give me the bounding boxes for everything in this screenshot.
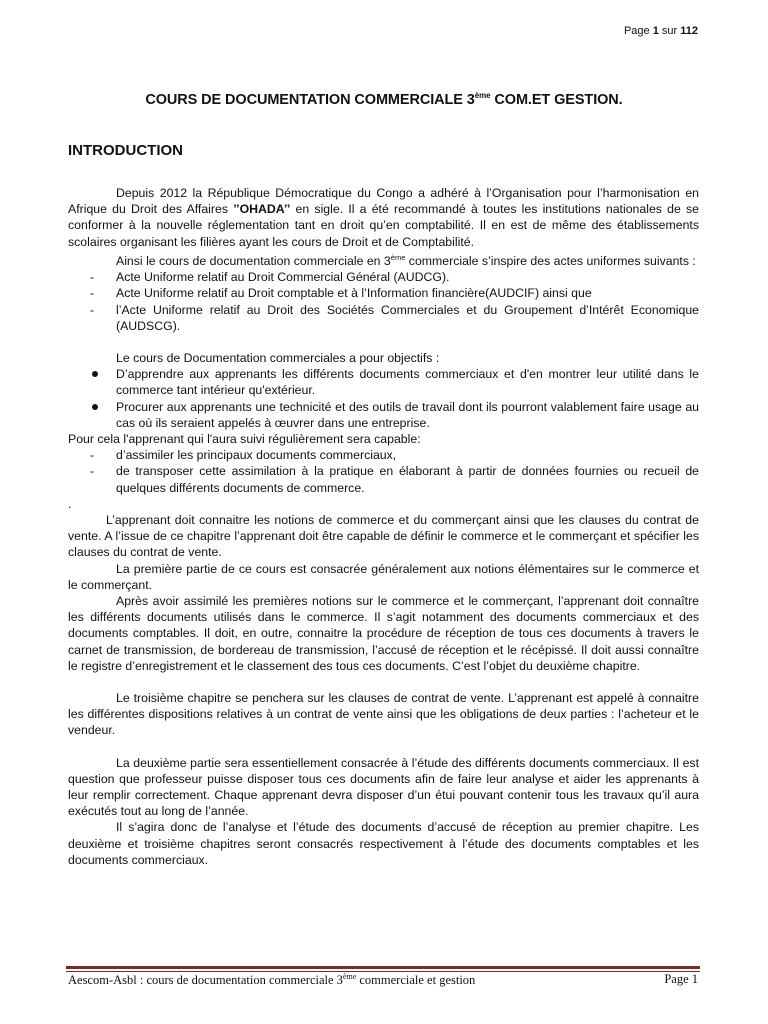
list-item: - d’assimiler les principaux documents commerciaux, (90, 448, 397, 463)
page-current: 1 (652, 25, 659, 37)
list-item: - Acte Uniforme relatif au Droit Commercial Général (AUDCG). (90, 270, 450, 285)
stray-dot: . (68, 496, 72, 511)
list-item: Procurer aux apprenants une technicité et des outils de travail dont ils pourront valablement faire usage au cas où ils seraient appelés à œuvrer dans une entreprise. (68, 399, 699, 431)
document-body (68, 185, 699, 868)
paragraph: La première partie de ce cours est consacrée généralement aux notions élémentaires sur le commerce et le commerçant. (68, 561, 699, 592)
list-item: D’apprendre aux apprenants les différents documents commerciaux et d'en montrer leur utilité dans le commerce tant intérieur qu'extérieur. (68, 366, 699, 398)
paragraph: Depuis 2012 la République Démocratique du Congo a adhéré à l’Organisation pour l’harmonisation en Afrique du Droit des Affaires ’’OHADA’’ en sigle. Il a été recommandé à toutes les institutions nationales de se conformer à la nouvelle réglementation tant en droit qu’en comptabilité. Il en est de même des établissements scolaires organisant les filières ayant les cours de Droit et de Comptabilité. (68, 186, 699, 249)
bullet-icon (92, 371, 98, 377)
capable-intro: Pour cela l'apprenant qui l'aura suivi régulièrement sera capable: (68, 431, 421, 446)
list-item: - Acte Uniforme relatif au Droit comptable et à l’Information financière(AUDCIF) ainsi que (90, 286, 592, 301)
footer-page-number: Page 1 (664, 972, 698, 986)
objectives-intro: Le cours de Documentation commerciales a pour objectifs : (116, 350, 440, 365)
page-total: 112 (680, 25, 698, 37)
page-number: Page 1 sur 112 (623, 25, 698, 37)
paragraph: L’apprenant doit connaitre les notions de commerce et du commerçant ainsi que les clauses du contrat de vente. A l’issue de ce chapitre l’apprenant doit être capable de définir le commerce et le commerçant et spécifier les clauses du contrat de vente. (68, 512, 699, 560)
footer-title: Aescom-Asbl : cours de documentation commerciale 3ème commerciale et gestion (68, 972, 476, 988)
paragraph: La deuxième partie sera essentiellement consacrée à l’étude des différents documents commerciaux. Il est question que professeur puisse disposer tous ces documents afin de faire leur analyse et aider les apprenants à leur remplir correctement. Chaque apprenant devra disposer d’un étui pouvant contenir tous les travaux qu’il aura exécutés tout au long de l’année. (68, 755, 699, 819)
paragraph: Il s’agira donc de l’analyse et l’étude des documents d’accusé de réception au premier chapitre. Les deuxième et troisième chapitres seront consacrés respectivement à l’étude des documents comptables et les documents commerciaux. (68, 820, 699, 867)
bullet-icon (92, 404, 98, 410)
paragraph: Après avoir assimilé les premières notions sur le commerce et le commerçant, l’apprenant doit connaître les différents documents utilisés dans le commerce. Il s’agit notamment des documents commerciaux et des documents comptables. Il doit, en outre, connaitre la procédure de réception de tous ces documents à travers le carnet de transmission, de bordereau de transmission, l’accusé de réception et le récépissé. Il doit aussi connaître le registre d’enregistrement et le classement des tous ces documents. C’est l’objet du deuxième chapitre. (68, 593, 699, 673)
paragraph: Le troisième chapitre se penchera sur les clauses de contrat de vente. L’apprenant est appelé à connaitre les différentes dispositions relatives à un contrat de vente ainsi que les obligations de deux parties : l’acheteur et le vendeur. (68, 690, 699, 738)
document-title: COURS DE DOCUMENTATION COMMERCIALE 3ème COM.ET GESTION. (145, 91, 623, 108)
list-item: - l’Acte Uniforme relatif au Droit des Sociétés Commerciales et du Groupement d’Intérêt Economique (AUDSCG). (90, 302, 699, 333)
paragraph: Ainsi le cours de documentation commerciale en 3ème commerciale s’inspire des actes uniformes suivants : (116, 252, 696, 268)
section-heading: INTRODUCTION (68, 142, 183, 159)
list-item: - de transposer cette assimilation à la pratique en élaborant à partir de données fournies ou recueil de quelques différents documents de commerce. (90, 464, 699, 495)
